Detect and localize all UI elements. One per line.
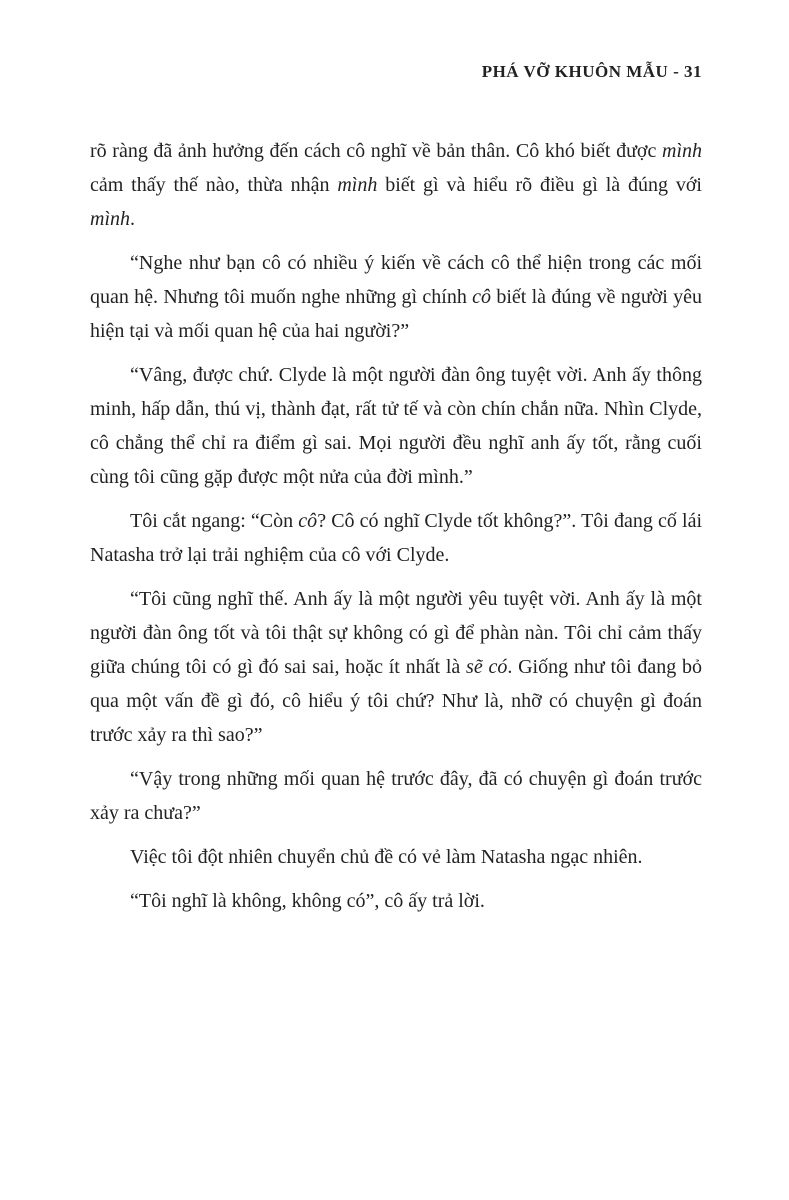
text-segment: cảm thấy thế nào, thừa nhận [90,174,338,196]
paragraph [90,358,702,494]
paragraph [90,840,702,874]
text-segment: . [130,208,135,230]
text-segment: Việc tôi đột nhiên chuyển chủ đề có vẻ làm Natasha ngạc nhiên. [130,846,643,868]
text-segment: rõ ràng đã ảnh hưởng đến cách cô nghĩ về bản thân. Cô khó biết được [90,140,662,162]
text-segment: biết gì và hiểu rõ điều gì là đúng với [377,174,702,196]
text-segment: “Vâng, được chứ. Clyde là một người đàn ông tuyệt vời. Anh ấy thông minh, hấp dẫn, thú vị, thành đạt, rất tử tế và còn chín chắn nữa. Nhìn Clyde, cô chẳng thể chỉ ra điểm gì sai. Mọi người đều nghĩ anh ấy tốt, rằng cuối cùng tôi cũng gặp được một nửa của đời mình.” [90,364,702,488]
page-content [90,62,702,928]
text-segment: “Nghe như bạn cô có nhiều ý kiến về cách cô thể hiện trong các mối quan hệ. Nhưng tôi muốn nghe những gì chính [90,252,702,308]
italic-text: cô [472,286,492,308]
italic-text: cô [298,510,318,532]
text-segment: Tôi cắt ngang: “Còn [130,510,299,532]
text-segment: . Giống như tôi đang bỏ qua một vấn đề gì đó, cô hiểu ý tôi chứ? Như là, nhỡ có chuyện gì đoán trước xảy ra thì sao?” [90,656,702,746]
italic-text: mình [337,174,378,196]
paragraph [90,246,702,348]
paragraph [90,884,702,918]
text-segment: “Tôi nghĩ là không, không có”, cô ấy trả lời. [130,890,485,912]
italic-text: mình [90,208,130,230]
text-segment: “Tôi cũng nghĩ thế. Anh ấy là một người yêu tuyệt vời. Anh ấy là một người đàn ông tốt và tôi thật sự không có gì để phàn nàn. Tôi chỉ cảm thấy giữa chúng tôi có gì đó sai sai, hoặc ít nhất là [90,588,702,678]
paragraph [90,762,702,830]
paragraph [90,504,702,572]
body-text [90,134,702,918]
running-header: PHÁ VỠ KHUÔN MẪU - 31 [481,62,702,81]
italic-text: mình [662,140,702,162]
italic-text: sẽ có [466,656,508,678]
text-segment: “Vậy trong những mối quan hệ trước đây, đã có chuyện gì đoán trước xảy ra chưa?” [90,768,702,824]
text-segment: biết là đúng về người yêu hiện tại và mối quan hệ của hai người?” [90,286,702,342]
paragraph [90,582,702,752]
text-segment: ? Cô có nghĩ Clyde tốt không?”. Tôi đang cố lái Natasha trở lại trải nghiệm của cô với Clyde. [90,510,703,566]
paragraph [90,134,702,236]
